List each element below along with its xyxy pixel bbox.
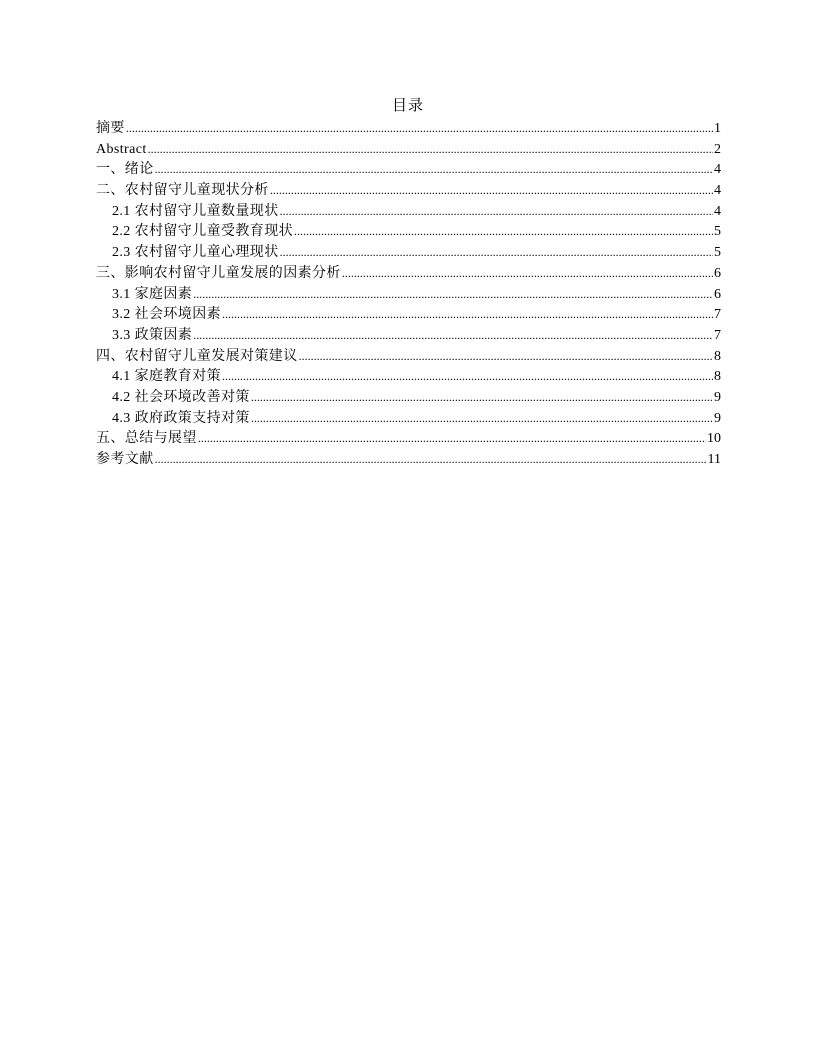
toc-dot-leader xyxy=(222,366,713,387)
toc-title: 目录 xyxy=(391,98,424,114)
toc-subentry[interactable] xyxy=(96,242,721,263)
toc-entry[interactable] xyxy=(96,139,721,160)
toc-page-number: 2 xyxy=(714,141,721,157)
toc-entry-label: 3.2 社会环境因素 xyxy=(112,307,221,323)
toc-page-number: 6 xyxy=(714,265,721,281)
toc-subentry[interactable] xyxy=(96,201,721,222)
toc-dot-leader xyxy=(251,387,713,408)
toc-entry[interactable] xyxy=(96,428,721,449)
toc-dot-leader xyxy=(280,201,713,222)
toc-dot-leader xyxy=(280,242,713,263)
toc-entry[interactable] xyxy=(96,346,721,367)
toc-entry-label: 2.3 农村留守儿童心理现状 xyxy=(112,245,279,261)
toc-page-number: 1 xyxy=(714,121,721,136)
toc-page-number: 7 xyxy=(714,327,721,343)
toc-dot-leader xyxy=(155,159,713,180)
toc-page-number: 4 xyxy=(714,162,721,178)
toc-entry-label: Abstract xyxy=(96,141,147,157)
toc-entry-label: 二、农村留守儿童现状分析 xyxy=(96,183,269,199)
toc-dot-leader xyxy=(342,263,713,284)
toc-dot-leader xyxy=(222,304,713,325)
toc-page-number: 10 xyxy=(707,431,721,447)
toc-subentry[interactable] xyxy=(96,408,721,429)
toc-entry-label: 4.3 政府政策支持对策 xyxy=(112,410,250,426)
toc-page-number: 5 xyxy=(714,224,721,240)
toc-subentry[interactable] xyxy=(96,325,721,346)
toc-dot-leader xyxy=(193,284,713,305)
toc-dot-leader xyxy=(193,325,713,346)
toc-page-number: 4 xyxy=(714,183,721,199)
toc-subentry[interactable] xyxy=(96,284,721,305)
toc-entry-label: 四、农村留守儿童发展对策建议 xyxy=(96,348,298,364)
toc-entry-label: 三、影响农村留守儿童发展的因素分析 xyxy=(96,265,341,281)
toc-entry-label: 一、绪论 xyxy=(96,162,154,178)
toc-entry[interactable] xyxy=(96,263,721,284)
toc-dot-leader xyxy=(126,118,713,139)
toc-page-number: 9 xyxy=(714,389,721,405)
toc-entry-label: 2.2 农村留守儿童受教育现状 xyxy=(112,224,293,240)
toc-dot-leader xyxy=(294,221,713,242)
toc-page-number: 6 xyxy=(714,286,721,302)
toc-subentry[interactable] xyxy=(96,366,721,387)
toc-page-number: 8 xyxy=(714,369,721,385)
toc-entry-label: 参考文献 xyxy=(96,452,154,467)
toc-entry-label: 五、总结与展望 xyxy=(96,431,197,447)
toc-dot-leader xyxy=(270,180,713,201)
toc-dot-leader xyxy=(155,449,707,470)
toc-page-number: 7 xyxy=(714,307,721,323)
toc-page-number: 4 xyxy=(714,203,721,219)
toc-dot-leader xyxy=(251,408,713,429)
toc-subentry[interactable] xyxy=(96,387,721,408)
toc-entry-label: 3.1 家庭因素 xyxy=(112,286,193,302)
toc-entry-label: 3.3 政策因素 xyxy=(112,327,193,343)
toc-subentry[interactable] xyxy=(96,221,721,242)
toc-entry-label: 2.1 农村留守儿童数量现状 xyxy=(112,203,279,219)
toc-page-number: 11 xyxy=(707,452,721,467)
toc-entry[interactable] xyxy=(96,449,721,470)
table-of-contents xyxy=(96,118,721,470)
toc-dot-leader xyxy=(198,428,706,449)
toc-entry[interactable] xyxy=(96,180,721,201)
toc-entry[interactable] xyxy=(96,159,721,180)
toc-page-number: 5 xyxy=(714,245,721,261)
toc-dot-leader xyxy=(148,139,713,160)
toc-entry[interactable] xyxy=(96,118,721,139)
toc-page-number: 9 xyxy=(714,410,721,426)
toc-dot-leader xyxy=(299,346,713,367)
toc-page-number: 8 xyxy=(714,348,721,364)
toc-entry-label: 4.2 社会环境改善对策 xyxy=(112,389,250,405)
toc-entry-label: 摘要 xyxy=(96,121,125,136)
toc-entry-label: 4.1 家庭教育对策 xyxy=(112,369,221,385)
toc-subentry[interactable] xyxy=(96,304,721,325)
